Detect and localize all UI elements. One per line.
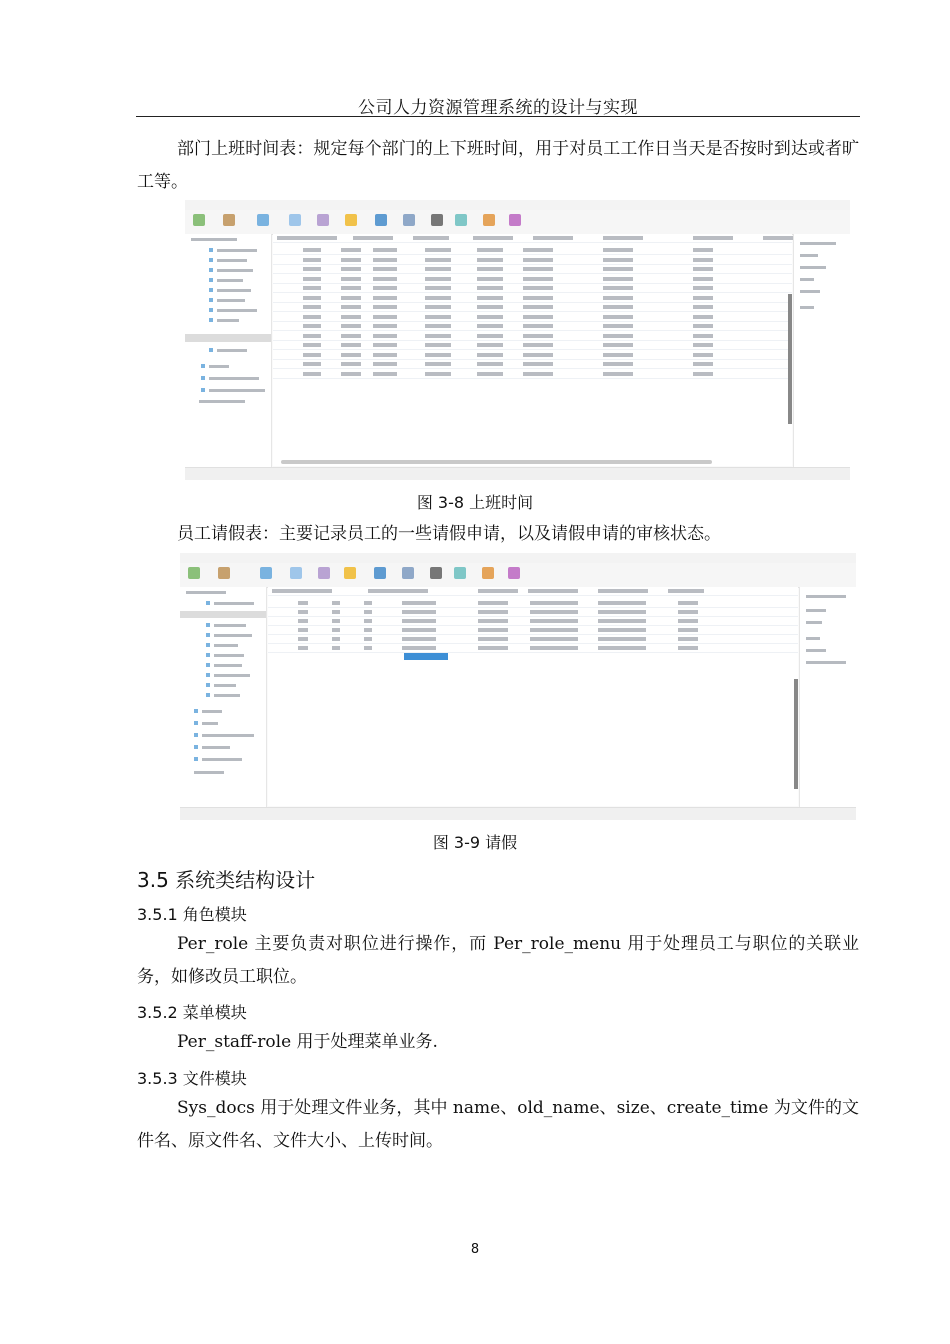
grid-cell[interactable] [373, 353, 397, 357]
tree-item [217, 269, 253, 272]
grid-cell[interactable] [603, 324, 633, 328]
grid-cell[interactable] [341, 353, 361, 357]
grid-row-divider [268, 625, 798, 626]
grid-cell[interactable] [364, 610, 372, 614]
grid-cell[interactable] [373, 305, 397, 309]
table-icon [206, 673, 210, 677]
grid-cell[interactable] [425, 258, 451, 262]
navigation-tree [185, 234, 272, 480]
grid-cell[interactable] [425, 286, 451, 290]
window-titlebar [180, 553, 856, 563]
grid-cell[interactable] [523, 248, 553, 252]
paragraph-menu-module: Per_staff-role 用于处理菜单业务. [177, 1032, 438, 1052]
grid-cell[interactable] [402, 610, 436, 614]
paragraph-file-module: Sys_docs 用于处理文件业务，其中 name、old_name、size、create_time 为文件的文件名、原文件名、文件大小、上传时间。 [137, 1098, 859, 1151]
toolbar-icon [317, 214, 329, 226]
grid-cell[interactable] [603, 305, 633, 309]
grid-row-divider [273, 359, 792, 360]
grid-cell[interactable] [364, 646, 372, 650]
grid-cell[interactable] [425, 296, 451, 300]
grid-cell[interactable] [298, 646, 308, 650]
tree-item [217, 259, 247, 262]
grid-row-divider [273, 254, 792, 255]
grid-cell[interactable] [341, 362, 361, 366]
grid-cell[interactable] [303, 258, 321, 262]
paragraph-attendance-table: 部门上班时间表：规定每个部门的上下班时间，用于对员工工作日当天是否按时到达或者旷工等。 [137, 139, 859, 192]
toolbar-icon [374, 567, 386, 579]
status-bar [185, 467, 850, 480]
grid-cell[interactable] [603, 286, 633, 290]
table-icon [206, 633, 210, 637]
grid-cell[interactable] [341, 324, 361, 328]
grid-cell[interactable] [693, 258, 713, 262]
grid-cell[interactable] [603, 267, 633, 271]
data-grid [268, 587, 798, 806]
grid-cell[interactable] [303, 353, 321, 357]
grid-cell[interactable] [303, 305, 321, 309]
toolbar-icon [509, 214, 521, 226]
folder-icon [194, 709, 198, 713]
grid-cell[interactable] [402, 637, 436, 641]
toolbar-icon [482, 567, 494, 579]
toolbar-icon [290, 567, 302, 579]
grid-cell[interactable] [693, 286, 713, 290]
grid-cell[interactable] [693, 277, 713, 281]
grid-cell[interactable] [303, 372, 321, 376]
grid-cell[interactable] [373, 372, 397, 376]
grid-cell[interactable] [478, 628, 508, 632]
tree-item [217, 249, 257, 252]
grid-cell[interactable] [341, 258, 361, 262]
table-icon [206, 683, 210, 687]
grid-row-divider [268, 652, 798, 653]
grid-cell[interactable] [298, 637, 308, 641]
grid-cell[interactable] [478, 619, 508, 623]
grid-cell[interactable] [478, 646, 508, 650]
grid-row-divider [273, 283, 792, 284]
grid-cell[interactable] [373, 286, 397, 290]
grid-cell[interactable] [523, 305, 553, 309]
running-header: 公司人力资源管理系统的设计与实现 [358, 98, 638, 118]
grid-cell[interactable] [693, 362, 713, 366]
toolbar-icon [318, 567, 330, 579]
toolbar-icon [430, 567, 442, 579]
folder-icon [194, 745, 198, 749]
toolbar-icon [403, 214, 415, 226]
grid-cell[interactable] [477, 372, 503, 376]
tree-item [209, 377, 259, 380]
grid-cell[interactable] [364, 619, 372, 623]
grid-cell[interactable] [341, 343, 361, 347]
grid-cell[interactable] [303, 343, 321, 347]
subsection-heading-3-5-3: 3.5.3 文件模块 [137, 1069, 247, 1088]
grid-cell[interactable] [530, 646, 578, 650]
vertical-scrollbar[interactable] [794, 679, 798, 789]
grid-row-divider [273, 349, 792, 350]
grid-cell[interactable] [298, 619, 308, 623]
toolbar-icon [345, 214, 357, 226]
figure-attendance-screenshot [185, 200, 850, 480]
grid-cell[interactable] [603, 258, 633, 262]
grid-cell[interactable] [693, 305, 713, 309]
tree-item [217, 289, 251, 292]
grid-cell[interactable] [373, 334, 397, 338]
grid-cell[interactable] [332, 646, 340, 650]
toolbar-icon [508, 567, 520, 579]
toolbar-icon [375, 214, 387, 226]
window-titlebar [185, 200, 850, 210]
table-icon [206, 653, 210, 657]
grid-cell[interactable] [303, 324, 321, 328]
subsection-heading-3-5-1: 3.5.1 角色模块 [137, 905, 247, 924]
grid-cell[interactable] [425, 277, 451, 281]
grid-cell[interactable] [603, 277, 633, 281]
grid-cell[interactable] [332, 628, 340, 632]
grid-row-divider [273, 302, 792, 303]
grid-cell[interactable] [598, 628, 646, 632]
properties-panel [799, 587, 856, 820]
grid-cell[interactable] [425, 343, 451, 347]
grid-cell[interactable] [373, 277, 397, 281]
grid-cell[interactable] [477, 286, 503, 290]
toolbar-icon [188, 567, 200, 579]
grid-row-divider [273, 330, 792, 331]
grid-cell[interactable] [477, 324, 503, 328]
grid-cell[interactable] [523, 258, 553, 262]
grid-cell[interactable] [341, 277, 361, 281]
grid-cell[interactable] [425, 372, 451, 376]
table-icon [206, 663, 210, 667]
table-icon [206, 601, 210, 605]
grid-cell[interactable] [693, 296, 713, 300]
toolbar-icon [483, 214, 495, 226]
grid-cell[interactable] [477, 267, 503, 271]
folder-icon [194, 757, 198, 761]
grid-cell[interactable] [425, 315, 451, 319]
grid-cell[interactable] [402, 646, 436, 650]
grid-cell[interactable] [678, 619, 698, 623]
tree-item [217, 319, 239, 322]
tree-item [199, 400, 245, 403]
grid-row-divider [273, 273, 792, 274]
tree-selected-row [185, 334, 271, 342]
grid-cell[interactable] [332, 619, 340, 623]
grid-cell[interactable] [603, 353, 633, 357]
grid-cell[interactable] [341, 248, 361, 252]
table-icon [209, 298, 213, 302]
grid-row-divider [273, 378, 792, 379]
grid-cell[interactable] [478, 601, 508, 605]
grid-cell[interactable] [603, 372, 633, 376]
table-icon [206, 693, 210, 697]
grid-cell[interactable] [530, 637, 578, 641]
grid-cell[interactable] [693, 324, 713, 328]
table-icon [209, 308, 213, 312]
grid-cell[interactable] [678, 610, 698, 614]
grid-cell[interactable] [693, 334, 713, 338]
grid-cell[interactable] [678, 601, 698, 605]
grid-cell[interactable] [332, 601, 340, 605]
grid-cell[interactable] [523, 267, 553, 271]
grid-cell[interactable] [373, 258, 397, 262]
grid-row-divider [273, 340, 792, 341]
grid-cell[interactable] [603, 248, 633, 252]
grid-cell[interactable] [477, 343, 503, 347]
grid-cell[interactable] [373, 324, 397, 328]
grid-cell[interactable] [678, 637, 698, 641]
toolbar-icon [455, 214, 467, 226]
grid-cell[interactable] [332, 610, 340, 614]
toolbar [180, 563, 856, 588]
page-number: 8 [470, 1242, 480, 1257]
header-rule [136, 116, 860, 117]
grid-cell[interactable] [298, 601, 308, 605]
figure-leave-screenshot [180, 553, 856, 820]
grid-cell[interactable] [425, 248, 451, 252]
grid-cell[interactable] [523, 277, 553, 281]
grid-cell[interactable] [478, 637, 508, 641]
grid-cell[interactable] [477, 305, 503, 309]
grid-cell[interactable] [693, 343, 713, 347]
grid-cell[interactable] [303, 334, 321, 338]
folder-icon [201, 376, 205, 380]
paragraph-role-module: Per_role 主要负责对职位进行操作，而 Per_role_menu 用于处理员工与职位的关联业务，如修改员工职位。 [137, 934, 859, 987]
folder-icon [201, 364, 205, 368]
grid-cell[interactable] [303, 362, 321, 366]
grid-cell[interactable] [425, 334, 451, 338]
grid-cell[interactable] [477, 277, 503, 281]
grid-cell[interactable] [598, 637, 646, 641]
grid-cell[interactable] [477, 258, 503, 262]
grid-cell[interactable] [530, 619, 578, 623]
grid-cell[interactable] [298, 610, 308, 614]
grid-row-divider [273, 321, 792, 322]
toolbar-icon [257, 214, 269, 226]
grid-row-divider [273, 292, 792, 293]
grid-cell[interactable] [402, 628, 436, 632]
table-icon [209, 258, 213, 262]
table-icon [206, 643, 210, 647]
data-grid [273, 234, 792, 466]
table-icon [206, 623, 210, 627]
grid-cell[interactable] [678, 646, 698, 650]
table-icon [209, 248, 213, 252]
selected-cell[interactable] [404, 653, 448, 660]
grid-cell[interactable] [523, 362, 553, 366]
toolbar-icon [344, 567, 356, 579]
grid-cell[interactable] [598, 619, 646, 623]
table-icon [209, 288, 213, 292]
horizontal-scrollbar[interactable] [281, 460, 712, 464]
grid-cell[interactable] [303, 277, 321, 281]
grid-cell[interactable] [523, 286, 553, 290]
grid-row-divider [268, 634, 798, 635]
grid-cell[interactable] [425, 362, 451, 366]
grid-cell[interactable] [693, 315, 713, 319]
table-icon [209, 278, 213, 282]
grid-cell[interactable] [373, 296, 397, 300]
grid-cell[interactable] [598, 601, 646, 605]
grid-cell[interactable] [373, 362, 397, 366]
folder-icon [201, 388, 205, 392]
grid-cell[interactable] [523, 315, 553, 319]
grid-cell[interactable] [373, 315, 397, 319]
table-icon [209, 268, 213, 272]
grid-cell[interactable] [530, 628, 578, 632]
grid-cell[interactable] [341, 334, 361, 338]
grid-cell[interactable] [341, 286, 361, 290]
table-icon [209, 348, 213, 352]
grid-row-divider [268, 607, 798, 608]
grid-cell[interactable] [678, 628, 698, 632]
grid-cell[interactable] [530, 610, 578, 614]
grid-cell[interactable] [478, 610, 508, 614]
toolbar-icon [193, 214, 205, 226]
grid-cell[interactable] [477, 362, 503, 366]
grid-cell[interactable] [341, 372, 361, 376]
subsection-heading-3-5-2: 3.5.2 菜单模块 [137, 1003, 247, 1022]
grid-cell[interactable] [477, 334, 503, 338]
grid-cell[interactable] [603, 334, 633, 338]
tree-item [217, 349, 247, 352]
toolbar-icon [402, 567, 414, 579]
grid-cell[interactable] [364, 637, 372, 641]
grid-cell[interactable] [523, 353, 553, 357]
grid-cell[interactable] [477, 315, 503, 319]
tree-item [191, 238, 237, 241]
grid-row-divider [273, 264, 792, 265]
grid-cell[interactable] [523, 372, 553, 376]
grid-cell[interactable] [303, 267, 321, 271]
grid-cell[interactable] [373, 343, 397, 347]
folder-icon [194, 721, 198, 725]
grid-cell[interactable] [341, 267, 361, 271]
grid-cell[interactable] [303, 315, 321, 319]
grid-cell[interactable] [373, 267, 397, 271]
navigation-tree [180, 587, 267, 820]
table-icon [209, 318, 213, 322]
grid-row-divider [273, 311, 792, 312]
grid-cell[interactable] [693, 372, 713, 376]
grid-cell[interactable] [373, 248, 397, 252]
grid-cell[interactable] [603, 296, 633, 300]
tree-item [217, 299, 245, 302]
toolbar-icon [223, 214, 235, 226]
toolbar-icon [289, 214, 301, 226]
grid-cell[interactable] [298, 628, 308, 632]
figure-caption-3-9: 图 3-9 请假 [432, 833, 518, 852]
grid-cell[interactable] [523, 334, 553, 338]
grid-cell[interactable] [598, 646, 646, 650]
grid-cell[interactable] [425, 305, 451, 309]
toolbar-icon [260, 567, 272, 579]
grid-cell[interactable] [477, 296, 503, 300]
grid-cell[interactable] [303, 286, 321, 290]
folder-icon [194, 733, 198, 737]
grid-row-divider [268, 643, 798, 644]
grid-row-divider [273, 368, 792, 369]
tree-item [217, 309, 257, 312]
tree-item [209, 389, 265, 392]
status-bar [180, 807, 856, 820]
grid-cell[interactable] [341, 305, 361, 309]
grid-cell[interactable] [523, 296, 553, 300]
tree-selected-row [180, 611, 266, 618]
grid-cell[interactable] [425, 267, 451, 271]
section-heading-3-5: 3.5 系统类结构设计 [137, 868, 316, 892]
tree-item [209, 365, 229, 368]
grid-cell[interactable] [364, 601, 372, 605]
tree-item [217, 279, 243, 282]
grid-cell[interactable] [341, 296, 361, 300]
grid-cell[interactable] [598, 610, 646, 614]
properties-panel [793, 234, 850, 480]
toolbar-icon [218, 567, 230, 579]
grid-cell[interactable] [402, 601, 436, 605]
grid-cell[interactable] [332, 637, 340, 641]
grid-cell[interactable] [425, 353, 451, 357]
figure-caption-3-8: 图 3-8 上班时间 [416, 493, 534, 512]
grid-cell[interactable] [693, 353, 713, 357]
grid-cell[interactable] [477, 353, 503, 357]
grid-cell[interactable] [603, 343, 633, 347]
grid-cell[interactable] [603, 315, 633, 319]
grid-cell[interactable] [402, 619, 436, 623]
toolbar-icon [431, 214, 443, 226]
grid-row-divider [268, 616, 798, 617]
toolbar [185, 210, 850, 235]
toolbar-icon [454, 567, 466, 579]
grid-cell[interactable] [693, 267, 713, 271]
grid-cell[interactable] [530, 601, 578, 605]
grid-cell[interactable] [693, 248, 713, 252]
grid-cell[interactable] [341, 315, 361, 319]
grid-cell[interactable] [364, 628, 372, 632]
paragraph-leave-table: 员工请假表：主要记录员工的一些请假申请，以及请假申请的审核状态。 [177, 524, 721, 544]
vertical-scrollbar[interactable] [788, 294, 792, 424]
grid-cell[interactable] [303, 296, 321, 300]
grid-cell[interactable] [523, 324, 553, 328]
grid-cell[interactable] [425, 324, 451, 328]
grid-cell[interactable] [523, 343, 553, 347]
grid-cell[interactable] [477, 248, 503, 252]
grid-cell[interactable] [603, 362, 633, 366]
grid-cell[interactable] [303, 248, 321, 252]
